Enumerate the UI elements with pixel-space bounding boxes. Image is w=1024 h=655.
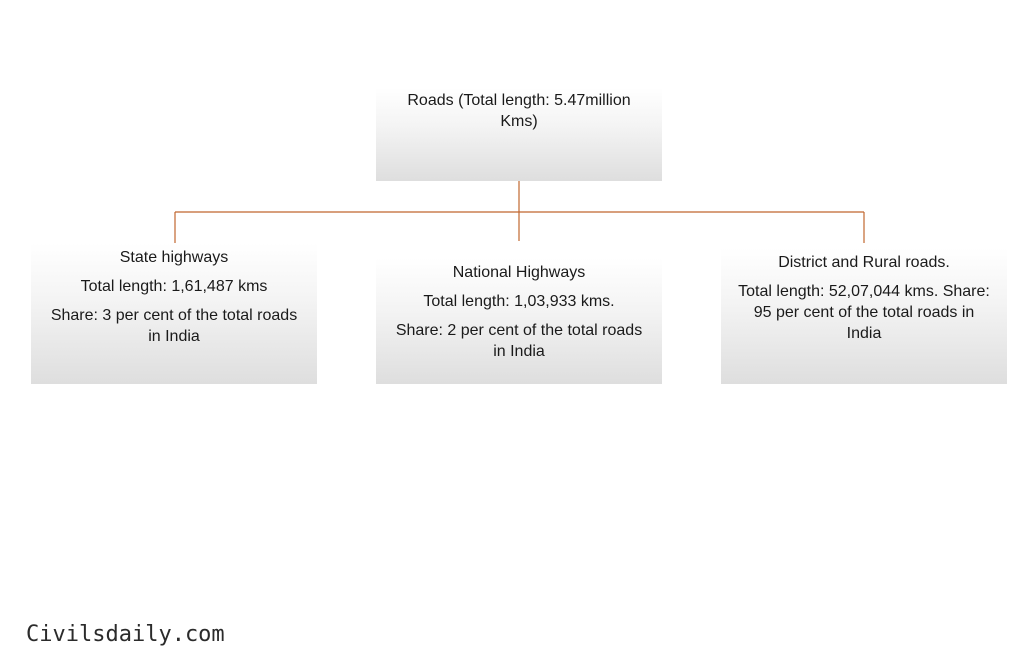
root-node-roads [376,88,662,181]
national-title: National Highways [452,264,586,281]
node-state-highways [31,243,317,384]
district-length-line3: India [846,325,882,342]
state-length: Total length: 1,61,487 kms [80,278,268,295]
national-share-line1: Share: 2 per cent of the total roads [395,322,643,339]
district-length-line1: Total length: 52,07,044 kms. Share: [738,283,990,300]
national-length: Total length: 1,03,933 kms. [423,293,615,310]
district-title: District and Rural roads. [778,254,950,271]
national-share-line2: in India [493,343,545,360]
node-national-highways [376,258,662,384]
state-share-line1: Share: 3 per cent of the total roads [50,307,298,324]
district-length-line2: 95 per cent of the total roads in [753,304,975,321]
root-label-line1: Roads (Total length: 5.47million [407,92,631,109]
node-district-rural-roads [721,248,1007,384]
state-share-line2: in India [148,328,200,345]
state-title: State highways [119,249,229,266]
watermark-civilsdaily: Civilsdaily.com [26,622,225,647]
root-label-line2: Kms) [500,113,538,130]
